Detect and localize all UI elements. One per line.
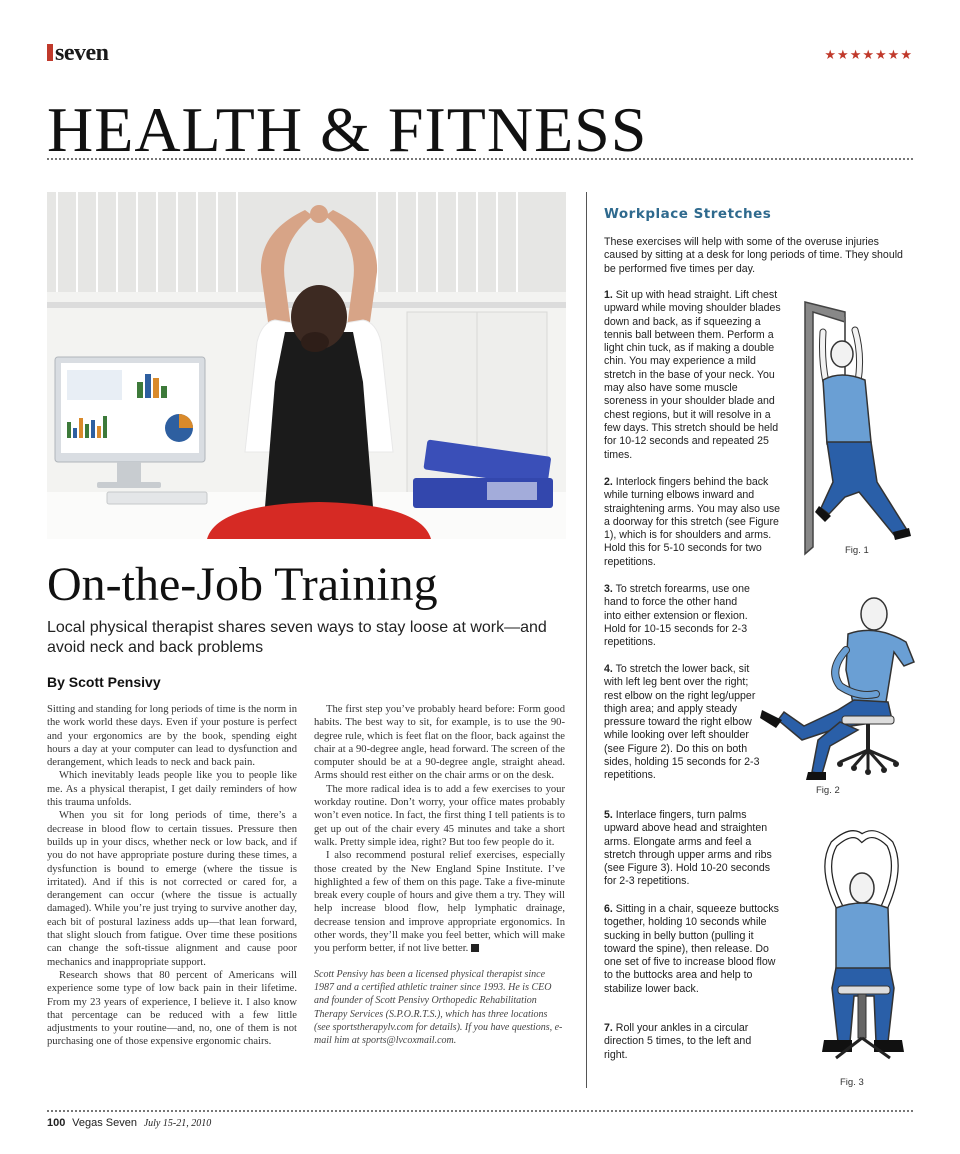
footer-divider: [47, 1110, 913, 1112]
body-paragraph: When you sit for long periods of time, there’s a decrease in blood flow to certain tissues. Pressure then builds up in your discs, whether neck or low back, and if you do not have appropriate posture during these times, a dysfunction is bound to emerge (where the tissue is irritated). And if this is not corrected or cared for, a derangement can occur (where the tissue is actually damaged). While you’re just trying to survive another day, each bit of postural laziness adds up—that lean forward, that slight slouch from fatigue. Over time these positions can change the soft-tissue alignment and cause poor mechanics and inappropriate support.: [47, 810, 297, 968]
body-paragraph-last: [314, 849, 565, 955]
figure-2-seated-twist: [758, 590, 918, 790]
article-headline: On-the-Job Training: [47, 558, 438, 611]
figure-2-caption: Fig. 2: [816, 785, 840, 796]
body-column-1: [47, 703, 297, 1049]
page-footer: [47, 1117, 211, 1129]
step-number: 5.: [604, 809, 613, 821]
stretch-step-5: [604, 809, 784, 889]
step-number: 2.: [604, 476, 613, 488]
section-title: HEALTH & FITNESS: [47, 94, 648, 165]
photo-illustration: [47, 192, 566, 539]
step-text: Sitting in a chair, squeeze buttocks together, holding 10 seconds while sucking in belly button (pulling it toward the spine), then release. Do one set of five to increase blood flow to the buttocks area and help to stabilize lower back.: [604, 903, 779, 995]
stretch-step-4: [604, 663, 764, 783]
step-text: Sit up with head straight. Lift chest upward while moving shoulder blades down and back, as if squeezing a tennis ball between them. Perform a light chin tuck, as if making a double chin. You may experience a mild stretch in the base of your neck. You may also have some muscle soreness in your shoulder blade and chest regions, but it will resolve in a few days. This stretch should be held for 10-12 seconds and repeated 25 times.: [604, 289, 781, 461]
step-text: To stretch forearms, use one hand to force the other hand into either extension or flexion. Hold for 10-15 seconds for 2-3 repetitions.: [604, 583, 750, 649]
step-number: 1.: [604, 289, 613, 301]
logo-bar: [47, 44, 53, 61]
body-paragraph: The more radical idea is to add a few exercises to your workday routine. Don’t worry, your office mates probably won’t even notice. In fact, the first thing I tell patients is to get up out of the chair every 45 minutes and take a short walk. Pretty simple idea, right? But too few people do it.: [314, 783, 565, 848]
stretch-step-2: [604, 476, 782, 569]
step-number: 6.: [604, 903, 613, 915]
step-text: Roll your ankles in a circular direction 5 times, to the left and right.: [604, 1022, 752, 1061]
page-number: 100: [47, 1117, 66, 1129]
footer-date: July 15-21, 2010: [143, 1118, 212, 1129]
sidebar-intro: These exercises will help with some of the overuse injuries caused by sitting at a desk for long periods of time. They should be performed five times per day.: [604, 236, 903, 275]
body-paragraph-text: I also recommend postural relief exercises, especially those created by the New England Spine Institute. I’ve highlighted a few of them on this page. Take a five-minute break every couple of hours and give them a try. They will help increase blood flow, help lymphatic drainage, decrease tension and improve appropriate ergonomics. In other words, they’ll make you feel better, which will make you perform better, if not live better.: [314, 850, 565, 955]
publication-logo: [47, 40, 109, 67]
body-column-2: [314, 703, 565, 1047]
step-text: Interlace fingers, turn palms upward above head and straighten arms. Elongate arms and feel a stretch through upper arms and ribs (see Figure 3). Hold 10-20 seconds for 2-3 repetitions.: [604, 809, 772, 888]
footer-publication: Vegas Seven: [72, 1117, 137, 1129]
article-byline: By Scott Pensivy: [47, 674, 161, 690]
author-bio: Scott Pensivy has been a licensed physical therapist since 1987 and a certified athletic trainer since 1993. He is CEO and founder of Scott Pensivy Orthopedic Rehabilitation Therapy Services (S.P.O.R.T.S.), which has three locations (see sportstherapylv.com for details). If you have questions, e-mail him at sports@lvcoxmail.com.: [314, 968, 563, 1047]
step-number: 4.: [604, 663, 613, 675]
article-deck: Local physical therapist shares seven ways to stay loose at work—and avoid neck and back problems: [47, 619, 547, 656]
end-mark-icon: [471, 944, 479, 952]
rating-stars: ★★★★★★★: [824, 48, 913, 63]
step-number: 7.: [604, 1022, 613, 1034]
step-text: To stretch the lower back, sit with left leg bent over the right; rest elbow on the right leg/upper thigh area; and apply steady pressure toward the right elbow while looking over left shoulder (see Figure 2). Do this on both sides, holding 15 seconds for 2-3 repetitions.: [604, 663, 760, 782]
step-text: Interlock fingers behind the back while turning elbows inward and straightening arms. You may also use a doorway for this stretch (see Figure 1), which is for shoulders and arms. Hold this for 5-10 seconds for two repetitions.: [604, 476, 781, 568]
column-divider: [586, 192, 587, 1088]
figure-3-caption: Fig. 3: [840, 1077, 864, 1088]
figure-1-doorway-stretch: [785, 292, 915, 562]
body-paragraph: Research shows that 80 percent of Americans will experience some type of low back pain in their lifetime. From my 23 years of experience, I believe it. I also know that percentage can be reduced with a few little adjustments to your routine—and, no, one of them is not purchasing one of those expensive ergonomic chairs.: [47, 969, 297, 1048]
header-divider: [47, 158, 913, 160]
sidebar-title: Workplace Stretches: [604, 206, 772, 222]
logo-text: seven: [55, 40, 109, 66]
stretch-step-3: [604, 583, 754, 649]
body-paragraph: The first step you’ve probably heard before: Form good habits. The best way to sit, for example, is to use the 90-degree rule, which is feet flat on the floor, back against the chair at a 90-degree angle, head forward. The screen of the computer should be at a 90-degree angle, straight ahead. Arms should rest either on the chair arms or on the desk.: [314, 704, 565, 782]
stretch-step-6: [604, 903, 784, 996]
body-paragraph: Which inevitably leads people like you to people like me. As a physical therapist, I get daily reminders of how this trauma unfolds.: [47, 770, 297, 809]
step-number: 3.: [604, 583, 613, 595]
office-stretch-photo: [47, 192, 566, 539]
figure-3-overhead-stretch: [800, 828, 920, 1073]
stretch-step-7: [604, 1022, 764, 1062]
figure-1-caption: Fig. 1: [845, 545, 869, 556]
body-paragraph: Sitting and standing for long periods of time is the norm in the work world these days. Even if your posture is perfect and your ergonomics are by the book, spending eight hours a day at your computer can lead to dysfunction and derangement, which leads to neck and back pain.: [47, 704, 297, 769]
stretch-step-1: [604, 289, 782, 462]
